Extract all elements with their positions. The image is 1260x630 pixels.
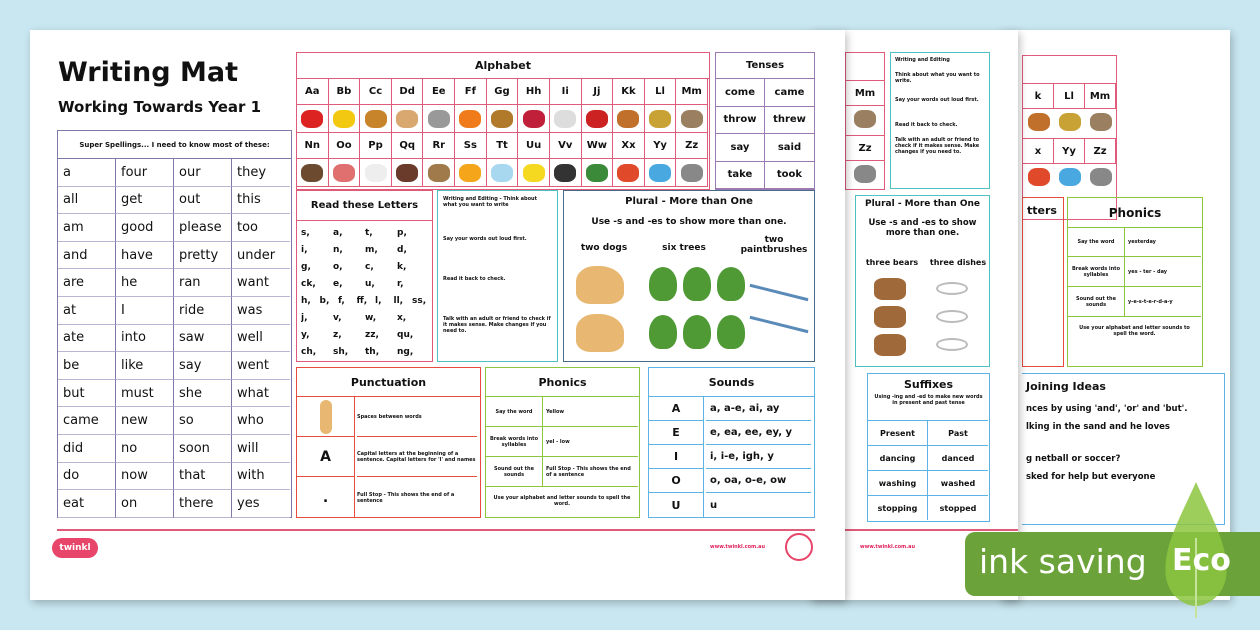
alphabet-picture-vulture bbox=[550, 159, 582, 187]
spelling-word: too bbox=[232, 214, 290, 242]
letter: u, bbox=[365, 278, 375, 289]
spelling-word: ate bbox=[58, 325, 116, 353]
phonics-example: Full Stop - This shows the end of a sentence bbox=[543, 457, 638, 487]
suffixes-subtitle: Using -ing and -ed to make new words in present and past tense bbox=[874, 394, 983, 406]
cat-icon bbox=[365, 110, 387, 128]
spelling-word: did bbox=[58, 435, 116, 463]
alphabet-letter: Ww bbox=[582, 133, 614, 159]
writing-tip: Say your words out loud first. bbox=[443, 236, 527, 242]
plural-label: two dogs bbox=[580, 243, 628, 253]
letter: m, bbox=[365, 244, 378, 255]
alphabet-picture bbox=[1028, 113, 1050, 131]
alphabet-picture-teapot bbox=[487, 159, 519, 187]
suffix-word: washing bbox=[868, 470, 928, 495]
letter: x, bbox=[397, 312, 407, 323]
spelling-word: want bbox=[232, 269, 290, 297]
letter: i, bbox=[301, 244, 308, 255]
joining-idea-line: lking in the sand and he loves bbox=[1026, 422, 1170, 432]
spelling-word: new bbox=[116, 407, 174, 435]
alphabet-letter: Dd bbox=[392, 79, 424, 105]
phonics-box: Phonics Say the word Yellow Break words into syllables yel - low Sound out the sounds Full Stop - This shows the end of a sentence Use your alphabet and letter sounds to spell the word. bbox=[485, 367, 640, 518]
spelling-word: say bbox=[174, 352, 232, 380]
alphabet-letter: Cc bbox=[360, 79, 392, 105]
read-letters-box: Read these Letters s, a, t, p, i, n, m, d, g, o, c, k, ck, e, u, r, h, b, f, ff, l, ll, ss, j, v, w, x, y, z, zz, qu, ch, sh, th, ng, bbox=[296, 190, 433, 362]
phonics-step: Sound out the sounds bbox=[1068, 287, 1125, 317]
alphabet-picture-goat bbox=[487, 105, 519, 133]
suffix-word: danced bbox=[928, 445, 988, 470]
letter: zz, bbox=[365, 329, 379, 340]
plural-label: two paintbrushes bbox=[740, 235, 808, 255]
alphabet-letter: Pp bbox=[360, 133, 392, 159]
igloo-icon bbox=[554, 110, 576, 128]
spelling-word: four bbox=[116, 159, 174, 187]
letter: t, bbox=[365, 227, 373, 238]
spelling-word: all bbox=[58, 187, 116, 215]
tense-word: threw bbox=[765, 107, 814, 135]
alphabet-letter: Ee bbox=[423, 79, 455, 105]
letter: w, bbox=[365, 312, 377, 323]
xylophone-icon bbox=[617, 164, 639, 182]
spelling-word: ride bbox=[174, 297, 232, 325]
letter: b, bbox=[319, 295, 330, 306]
tense-word: take bbox=[716, 162, 765, 190]
writing-editing-box-2 bbox=[890, 52, 990, 189]
alphabet-picture-cat bbox=[360, 105, 392, 133]
alphabet-letter: Rr bbox=[423, 133, 455, 159]
footer-url: www.twinkl.com.au bbox=[860, 544, 916, 550]
alphabet-picture-mole bbox=[676, 105, 708, 133]
joining-idea-line: nces by using 'and', 'or' and 'but'. bbox=[1026, 404, 1188, 414]
suffixes-title: Suffixes bbox=[903, 378, 954, 391]
spelling-word: are bbox=[58, 269, 116, 297]
suffix-word: washed bbox=[928, 470, 988, 495]
alphabet-letter: Yy bbox=[1054, 138, 1085, 164]
spelling-word: yes bbox=[232, 490, 290, 518]
spelling-word: they bbox=[232, 159, 290, 187]
phonics-box-3: Phonics Say the word yesterday Break words into syllables yes - ter - day Sound out the sounds y-e-s-t-e-r-d-a-y Use your alphabet and letter sounds to spell the word. bbox=[1067, 197, 1203, 367]
alphabet-picture bbox=[854, 110, 876, 128]
tense-word: took bbox=[765, 162, 814, 190]
punctuation-box: Punctuation Spaces between words A Capital letters at the beginning of a sentence. Capital letters for 'I' and names . Full Stop - This shows the end of a sentence bbox=[296, 367, 481, 518]
spelling-word: I bbox=[116, 297, 174, 325]
alphabet-picture-xylophone bbox=[613, 159, 645, 187]
read-letters-partial: tters bbox=[1022, 197, 1064, 367]
tense-word: came bbox=[765, 79, 814, 107]
alphabet-letter: Vv bbox=[550, 133, 582, 159]
alphabet-letter: Zz bbox=[846, 135, 884, 161]
letter: g, bbox=[301, 261, 311, 272]
spelling-word: he bbox=[116, 269, 174, 297]
sound-vowel: A bbox=[649, 397, 704, 421]
spelling-word: under bbox=[232, 242, 290, 270]
alphabet-picture bbox=[854, 165, 876, 183]
alphabet-box: Alphabet Aa Bb Cc Dd Ee Ff Gg Hh Ii Jj Kk Ll Mm Nn Oo Pp Qq Rr Ss Tt Uu Vv Ww Xx Yy Zz bbox=[296, 52, 710, 190]
goat-icon bbox=[491, 110, 513, 128]
letter: v, bbox=[333, 312, 342, 323]
alphabet-picture bbox=[1090, 113, 1112, 131]
phonics-step: Sound out the sounds bbox=[486, 457, 543, 487]
letter: s, bbox=[301, 227, 310, 238]
yo-yo-icon bbox=[649, 164, 671, 182]
plural-label: three bears bbox=[865, 258, 919, 267]
alphabet-letter: Ss bbox=[455, 133, 487, 159]
alphabet-picture-fish bbox=[455, 105, 487, 133]
plural-subtitle: Use -s and -es to show more than one. bbox=[868, 218, 977, 238]
alphabet-picture-banana bbox=[329, 105, 361, 133]
letter: j, bbox=[301, 312, 308, 323]
spelling-word: good bbox=[116, 214, 174, 242]
letter: ck, bbox=[301, 278, 316, 289]
sound-vowel: U bbox=[649, 493, 704, 517]
sound-spellings: i, i-e, igh, y bbox=[706, 445, 811, 469]
phonics-example: Yellow bbox=[543, 397, 638, 427]
tree-icon bbox=[649, 315, 677, 349]
suffix-header: Past bbox=[928, 420, 988, 445]
tense-word: come bbox=[716, 79, 765, 107]
spelling-word: get bbox=[116, 187, 174, 215]
tense-word: throw bbox=[716, 107, 765, 135]
joining-idea-line: g netball or soccer? bbox=[1026, 454, 1121, 464]
writing-tip: Writing and Editing - Think about what you want to write bbox=[443, 196, 537, 208]
dish-icon bbox=[936, 282, 968, 295]
spelling-word: who bbox=[232, 407, 290, 435]
sound-spellings: a, a-e, ai, ay bbox=[706, 397, 811, 421]
spelling-word: now bbox=[116, 463, 174, 491]
spelling-word: ran bbox=[174, 269, 232, 297]
spelling-word: there bbox=[174, 490, 232, 518]
alphabet-picture-umbrella bbox=[518, 159, 550, 187]
tree-icon bbox=[717, 315, 745, 349]
alphabet-picture-yo-yo bbox=[645, 159, 677, 187]
tree-icon bbox=[649, 267, 677, 301]
sound-vowel: I bbox=[649, 445, 704, 469]
alphabet-picture-igloo bbox=[550, 105, 582, 133]
alphabet-picture-kangaroo bbox=[613, 105, 645, 133]
alphabet-letter: Oo bbox=[329, 133, 361, 159]
letter: ng, bbox=[397, 346, 414, 357]
tree-icon bbox=[717, 267, 745, 301]
alphabet-picture-nut bbox=[297, 159, 329, 187]
tenses-box: Tenses come came throw threw say said take took bbox=[715, 52, 815, 190]
page-subtitle: Working Towards Year 1 bbox=[58, 98, 262, 116]
sound-spellings: o, oa, o-e, ow bbox=[706, 469, 811, 493]
joining-ideas-box: Joining Ideas nces by using 'and', 'or' and 'but'. lking in the sand and he loves g netball or soccer? sked for help but everyone bbox=[1022, 373, 1225, 525]
dog-icon bbox=[576, 266, 624, 304]
alphabet-letter: Mm bbox=[846, 80, 884, 106]
spelling-word: be bbox=[58, 352, 116, 380]
joining-idea-line: sked for help but everyone bbox=[1026, 472, 1156, 482]
punctuation-symbol bbox=[297, 397, 355, 437]
punctuation-symbol: . bbox=[297, 477, 355, 518]
alphabet-letter: Tt bbox=[487, 133, 519, 159]
alphabet-letter: Qq bbox=[392, 133, 424, 159]
plural-title: Plural - More than One bbox=[865, 199, 980, 209]
alphabet-letter: Yy bbox=[645, 133, 677, 159]
alphabet-picture bbox=[1090, 168, 1112, 186]
dish-icon bbox=[936, 310, 968, 323]
watch-icon bbox=[586, 164, 608, 182]
bear-icon bbox=[874, 334, 906, 356]
twinkl-badge-icon bbox=[785, 533, 813, 561]
footer-url: www.twinkl.com.au bbox=[710, 544, 766, 550]
spelling-word: pretty bbox=[174, 242, 232, 270]
alphabet-picture bbox=[1059, 113, 1081, 131]
tense-word: said bbox=[765, 134, 814, 162]
letter: ss, bbox=[412, 295, 427, 306]
punctuation-description: Capital letters at the beginning of a sentence. Capital letters for 'I' and names bbox=[357, 437, 477, 477]
alphabet-picture-octopus bbox=[329, 159, 361, 187]
alphabet-picture-queen bbox=[392, 159, 424, 187]
suffixes-box bbox=[867, 373, 990, 522]
heart-icon bbox=[523, 110, 545, 128]
alphabet-letter: Bb bbox=[329, 79, 361, 105]
writing-tip: Writing and Editing bbox=[895, 57, 950, 63]
finger-space-icon bbox=[320, 400, 332, 434]
alphabet-letter: Gg bbox=[487, 79, 519, 105]
spelling-word: please bbox=[174, 214, 232, 242]
letter: d, bbox=[397, 244, 407, 255]
phonics-footer: Use your alphabet and letter sounds to spell the word. bbox=[493, 495, 631, 507]
suffix-word: stopped bbox=[928, 495, 988, 520]
phonics-step: Break words into syllables bbox=[1068, 257, 1125, 287]
jam-icon bbox=[586, 110, 608, 128]
spelling-word: was bbox=[232, 297, 290, 325]
writing-tip: Say your words out loud first. bbox=[895, 97, 979, 103]
alphabet-picture-heart bbox=[518, 105, 550, 133]
writing-tip: Talk with an adult or friend to check if it makes sense. Make changes if you need to. bbox=[895, 137, 980, 155]
footer-line bbox=[57, 529, 815, 531]
rabbit-icon bbox=[428, 164, 450, 182]
spelling-word: will bbox=[232, 435, 290, 463]
lion-icon bbox=[649, 110, 671, 128]
spelling-word: with bbox=[232, 463, 290, 491]
phonics-example: yes - ter - day bbox=[1125, 257, 1201, 287]
suffix-word: dancing bbox=[868, 445, 928, 470]
phonics-example: yel - low bbox=[543, 427, 638, 457]
alphabet-letter: Ii bbox=[550, 79, 582, 105]
alphabet-partial bbox=[1022, 55, 1117, 220]
alphabet-picture-sun bbox=[455, 159, 487, 187]
twinkl-logo: twinkl bbox=[52, 538, 98, 558]
umbrella-icon bbox=[523, 164, 545, 182]
letter: h, bbox=[301, 295, 311, 306]
spelling-word: saw bbox=[174, 325, 232, 353]
letter: o, bbox=[333, 261, 343, 272]
letter: th, bbox=[365, 346, 380, 357]
sounds-box: Sounds A a, a-e, ai, ay E e, ea, ee, ey, y I i, i-e, igh, y O o, oa, o-e, ow U u bbox=[648, 367, 815, 518]
letter: c, bbox=[365, 261, 374, 272]
eco-label: Eco bbox=[1172, 543, 1231, 578]
phonics-footer: Use your alphabet and letter sounds to spell the word. bbox=[1079, 325, 1190, 337]
plural-box-2 bbox=[855, 195, 990, 367]
nut-icon bbox=[301, 164, 323, 182]
dog-icon bbox=[576, 314, 624, 352]
spelling-word: this bbox=[232, 187, 290, 215]
spelling-word: that bbox=[174, 463, 232, 491]
alphabet-letter: x bbox=[1023, 138, 1054, 164]
alphabet-letter: k bbox=[1023, 83, 1054, 109]
fish-icon bbox=[459, 110, 481, 128]
suffix-header: Present bbox=[868, 420, 928, 445]
alphabet-letter: Mm bbox=[1085, 83, 1116, 109]
spelling-word: our bbox=[174, 159, 232, 187]
phonics-step: Say the word bbox=[486, 397, 543, 427]
sun-icon bbox=[459, 164, 481, 182]
spelling-word: went bbox=[232, 352, 290, 380]
sound-vowel: O bbox=[649, 469, 704, 493]
phonics-step: Break words into syllables bbox=[486, 427, 543, 457]
alphabet-partial bbox=[845, 52, 885, 190]
spelling-word: eat bbox=[58, 490, 116, 518]
spelling-word: must bbox=[116, 380, 174, 408]
punctuation-description: Spaces between words bbox=[357, 397, 477, 437]
spelling-word: at bbox=[58, 297, 116, 325]
spelling-word: like bbox=[116, 352, 174, 380]
letter: f, bbox=[338, 295, 345, 306]
letter: k, bbox=[397, 261, 407, 272]
plural-label: three dishes bbox=[929, 258, 987, 267]
kangaroo-icon bbox=[617, 110, 639, 128]
tense-word: say bbox=[716, 134, 765, 162]
spelling-word: do bbox=[58, 463, 116, 491]
sound-vowel: E bbox=[649, 421, 704, 445]
writing-tip: Read it back to check. bbox=[443, 276, 506, 282]
dish-icon bbox=[936, 338, 968, 351]
spelling-word: but bbox=[58, 380, 116, 408]
letter: a, bbox=[333, 227, 343, 238]
bear-icon bbox=[874, 306, 906, 328]
letter: ll, bbox=[393, 295, 404, 306]
alphabet-picture-penguin bbox=[360, 159, 392, 187]
alphabet-letter: Uu bbox=[518, 133, 550, 159]
sound-spellings: e, ea, ee, ey, y bbox=[706, 421, 811, 445]
writing-tip: Think about what you want to write. bbox=[895, 72, 980, 84]
alphabet-picture bbox=[1028, 168, 1050, 186]
letter: z, bbox=[333, 329, 342, 340]
ink-saving-label: ink saving bbox=[979, 542, 1147, 581]
spelling-word: no bbox=[116, 435, 174, 463]
plural-label: six trees bbox=[662, 243, 706, 253]
bear-icon bbox=[874, 278, 906, 300]
alphabet-picture-lion bbox=[645, 105, 677, 133]
mole-icon bbox=[681, 110, 703, 128]
spelling-word: a bbox=[58, 159, 116, 187]
writing-tip: Talk with an adult or friend to check if it makes sense. Make changes if you need to. bbox=[443, 316, 551, 334]
alphabet-picture-apple bbox=[297, 105, 329, 133]
spelling-word: on bbox=[116, 490, 174, 518]
tree-icon bbox=[683, 267, 711, 301]
spelling-word: came bbox=[58, 407, 116, 435]
letter: p, bbox=[397, 227, 407, 238]
sound-spellings: u bbox=[710, 499, 718, 511]
paintbrush-icon bbox=[750, 316, 809, 333]
alphabet-letter: Ll bbox=[645, 79, 677, 105]
plural-box: Plural - More than One Use -s and -es to show more than one. two dogs six trees two paintbrushes bbox=[563, 190, 815, 362]
banana-icon bbox=[333, 110, 355, 128]
alphabet-letter: Jj bbox=[582, 79, 614, 105]
alphabet-letter: Xx bbox=[613, 133, 645, 159]
tree-icon bbox=[683, 315, 711, 349]
alphabet-letter: Zz bbox=[676, 133, 708, 159]
punctuation-symbol: A bbox=[297, 437, 355, 477]
teapot-icon bbox=[491, 164, 513, 182]
spelling-word: have bbox=[116, 242, 174, 270]
spelling-word: soon bbox=[174, 435, 232, 463]
spelling-word: she bbox=[174, 380, 232, 408]
spelling-word: and bbox=[58, 242, 116, 270]
alphabet-picture-zebra bbox=[676, 159, 708, 187]
alphabet-picture-rabbit bbox=[423, 159, 455, 187]
zebra-icon bbox=[681, 164, 703, 182]
alphabet-letter: Aa bbox=[297, 79, 329, 105]
alphabet-picture-dog bbox=[392, 105, 424, 133]
alphabet-picture bbox=[1059, 168, 1081, 186]
penguin-icon bbox=[365, 164, 387, 182]
page-1 bbox=[30, 30, 845, 600]
spellings-table: Super Spellings... I need to know most of these: a all am and are at ate be but came did do eat four get good have he I into like must new no now on our out please pretty ran ride saw say she so soon that there they this too under want was well went what who will with yes bbox=[57, 130, 292, 518]
letter: ch, bbox=[301, 346, 317, 357]
punctuation-description: Full Stop - This shows the end of a sentence bbox=[357, 491, 455, 504]
spelling-word: so bbox=[174, 407, 232, 435]
dog-icon bbox=[396, 110, 418, 128]
spelling-word: what bbox=[232, 380, 290, 408]
alphabet-letter: Zz bbox=[1085, 138, 1116, 164]
elephant-icon bbox=[428, 110, 450, 128]
alphabet-picture-jam bbox=[582, 105, 614, 133]
letter: e, bbox=[333, 278, 343, 289]
letter: y, bbox=[301, 329, 310, 340]
letter: sh, bbox=[333, 346, 349, 357]
alphabet-letter: Kk bbox=[613, 79, 645, 105]
letter: r, bbox=[397, 278, 404, 289]
vulture-icon bbox=[554, 164, 576, 182]
phonics-step: Say the word bbox=[1068, 227, 1125, 257]
letter: l, bbox=[375, 295, 382, 306]
alphabet-picture-watch bbox=[582, 159, 614, 187]
paintbrush-icon bbox=[750, 284, 809, 301]
alphabet-letter: Nn bbox=[297, 133, 329, 159]
page-title: Writing Mat bbox=[58, 57, 238, 88]
letter: n, bbox=[333, 244, 343, 255]
spelling-word: into bbox=[116, 325, 174, 353]
alphabet-letter: Ff bbox=[455, 79, 487, 105]
spelling-word: out bbox=[174, 187, 232, 215]
alphabet-letter: Ll bbox=[1054, 83, 1085, 109]
phonics-example: yesterday bbox=[1125, 227, 1201, 257]
suffix-word: stopping bbox=[868, 495, 928, 520]
phonics-example: y-e-s-t-e-r-d-a-y bbox=[1125, 287, 1201, 317]
alphabet-letter: Mm bbox=[676, 79, 708, 105]
spelling-word: well bbox=[232, 325, 290, 353]
spelling-word: am bbox=[58, 214, 116, 242]
queen-icon bbox=[396, 164, 418, 182]
letter: ff, bbox=[356, 295, 368, 306]
alphabet-letter: Hh bbox=[518, 79, 550, 105]
letter: qu, bbox=[397, 329, 414, 340]
octopus-icon bbox=[333, 164, 355, 182]
writing-tip: Read it back to check. bbox=[895, 122, 958, 128]
alphabet-picture-elephant bbox=[423, 105, 455, 133]
writing-editing-box bbox=[437, 190, 558, 362]
apple-icon bbox=[301, 110, 323, 128]
